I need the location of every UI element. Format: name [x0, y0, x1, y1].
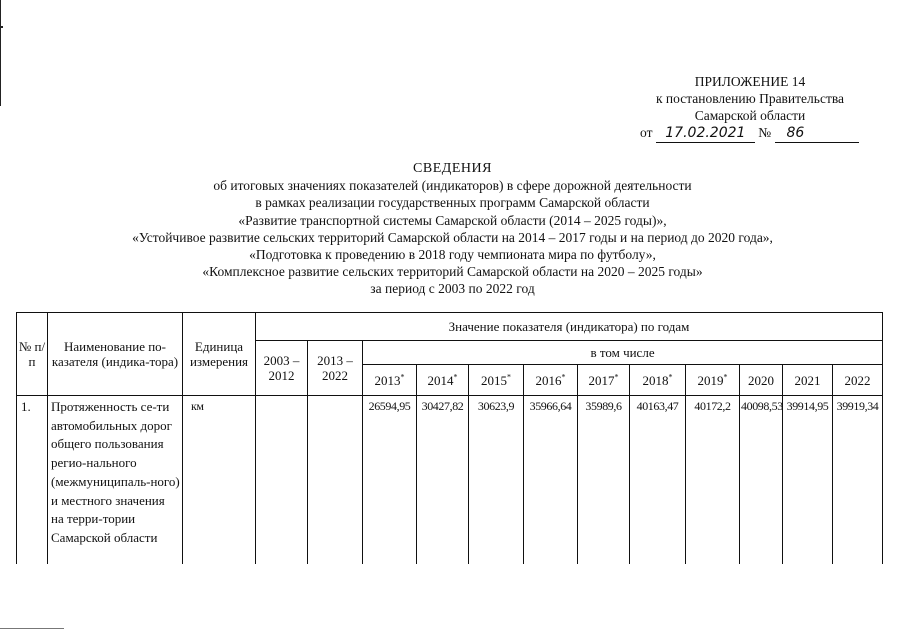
appendix-title: ПРИЛОЖЕНИЕ 14	[694, 74, 806, 89]
header-including: в том числе	[363, 341, 883, 365]
header-year-2021: 2021	[783, 365, 833, 396]
header-period-2013-2022: 2013 – 2022	[308, 341, 363, 396]
header-year-2017: 2017*	[578, 365, 630, 396]
row-value-2018: 40163,47	[630, 396, 686, 565]
row-value-2013: 26594,95	[363, 396, 417, 565]
title-heading: СВЕДЕНИЯ	[413, 161, 492, 176]
document-title	[0, 160, 905, 298]
row-num: 1.	[17, 396, 48, 565]
row-indicator-name: Протяженность се-ти автомобильных дорог общего пользования регио-нального (межмуниципаль-ного) и местного значения на терри-тории Самарской области	[48, 396, 183, 565]
row-value-2017: 35989,6	[578, 396, 630, 565]
header-values-group: Значение показателя (индикатора) по годам	[256, 313, 883, 341]
title-line-5: «Подготовка к проведению в 2018 году чемпионата мира по футболу»,	[249, 247, 656, 263]
appendix-region-line: Самарской области	[694, 108, 806, 123]
number-prefix: №	[758, 125, 772, 140]
header-year-2013: 2013*	[363, 365, 417, 396]
header-period-2003-2012: 2003 – 2012	[256, 341, 308, 396]
row-unit: км	[183, 396, 256, 565]
scan-edge-mark	[0, 0, 1, 106]
title-line-4: «Устойчивое развитие сельских территорий Самарской области на 2014 – 2017 годы и на период до 2020 года»,	[132, 229, 773, 245]
header-year-2014: 2014*	[417, 365, 469, 396]
row-period-2003-2012	[256, 396, 308, 565]
row-value-2020: 40098,53	[740, 396, 783, 565]
row-value-2014: 30427,82	[417, 396, 469, 565]
title-line-1: об итоговых значениях показателей (индикаторов) в сфере дорожной деятельности	[213, 178, 692, 194]
header-year-2018: 2018*	[630, 365, 686, 396]
header-year-2019: 2019*	[686, 365, 740, 396]
appendix-block	[600, 73, 900, 143]
title-line-3: «Развитие транспортной системы Самарской области (2014 – 2025 годы)»,	[238, 212, 667, 228]
title-period-line: за период с 2003 по 2022 год	[370, 281, 535, 297]
header-year-2015: 2015*	[469, 365, 524, 396]
row-value-2016: 35966,64	[524, 396, 578, 565]
row-value-2019: 40172,2	[686, 396, 740, 565]
handwritten-number: 86	[775, 125, 859, 143]
appendix-resolution-line: к постановлению Правительства	[655, 91, 845, 106]
row-value-2022: 39919,34	[833, 396, 883, 565]
title-line-6: «Комплексное развитие сельских территорий Самарской области на 2020 – 2025 годы»	[202, 264, 703, 280]
header-name: Наименование по-казателя (индика-тора)	[48, 313, 183, 396]
row-value-2015: 30623,9	[469, 396, 524, 565]
header-year-2016: 2016*	[524, 365, 578, 396]
row-value-2021: 39914,95	[783, 396, 833, 565]
date-prefix: от	[640, 125, 653, 140]
handwritten-date: 17.02.2021	[656, 125, 755, 143]
title-line-2: в рамках реализации государственных программ Самарской области	[255, 195, 650, 211]
table-row	[17, 396, 883, 565]
header-unit: Единица измерения	[183, 313, 256, 396]
row-period-2013-2022	[308, 396, 363, 565]
scan-bottom-artifact	[0, 628, 64, 629]
appendix-date-line	[600, 124, 900, 143]
header-num: № п/п	[17, 313, 48, 396]
header-year-2020: 2020	[740, 365, 783, 396]
header-year-2022: 2022	[833, 365, 883, 396]
scan-edge-tick	[0, 26, 3, 28]
indicators-table	[16, 312, 883, 564]
